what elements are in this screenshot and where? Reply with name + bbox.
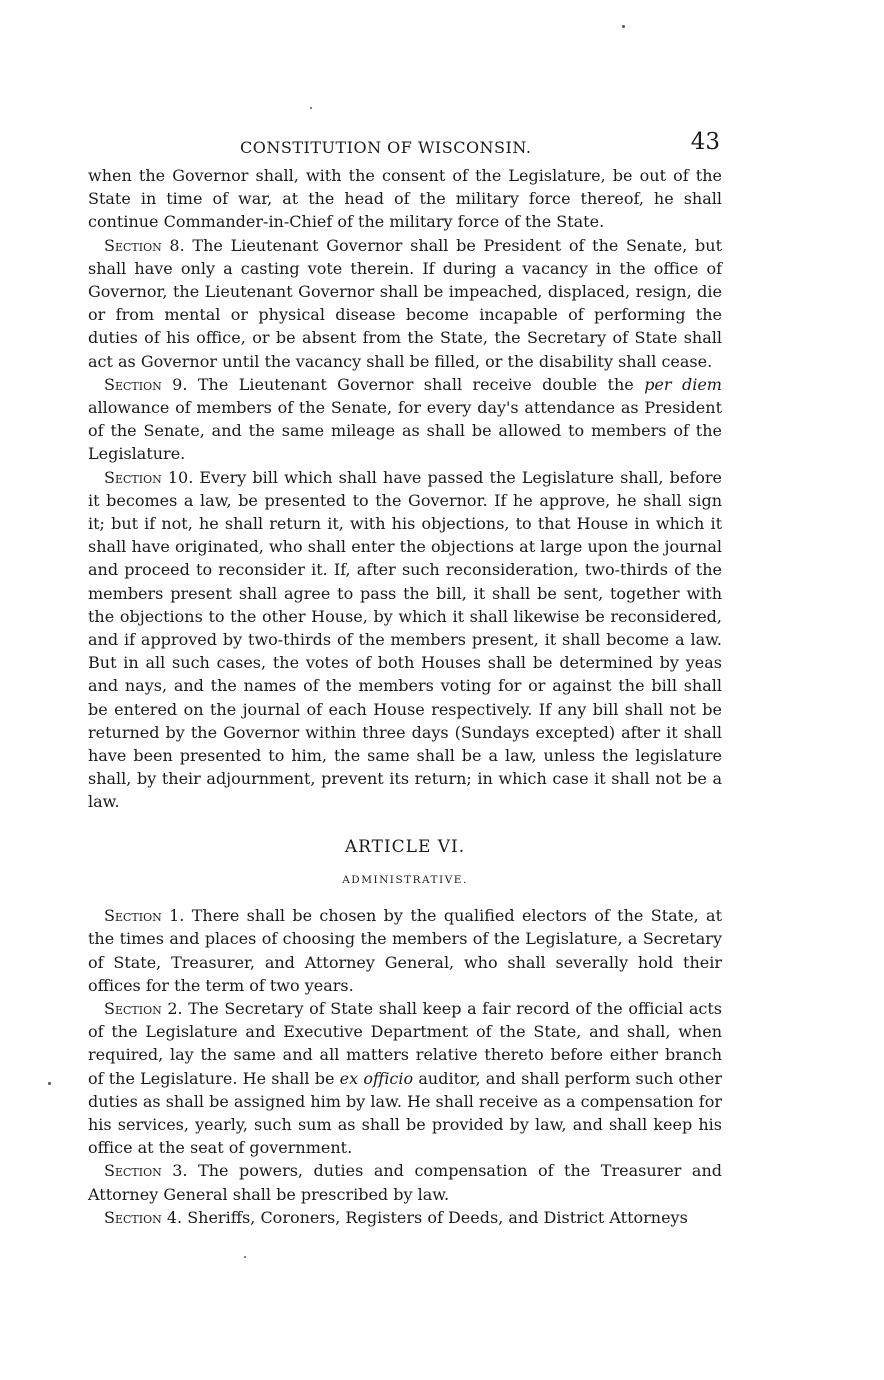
italic-term: ex officio xyxy=(339,1068,414,1088)
section-text: auditor, and shall perform such other duties as shall be assigned him by law. He shall receive as a compensation for his services, yearly, such sum as shall be provided by law, and shall keep his office at the seat of government. xyxy=(88,1068,722,1158)
section-text: The Lieutenant Governor shall be President of the Senate, but shall have only a casting vote therein. If during a vacancy in the office of Governor, the Lieutenant Governor shall be impeached, displaced, resign, die or from mental or physical disease become incapable of performing the duties of his office, or be absent from the State, the Secretary of State shall act as Governor until the vacancy shall be filled, or the disability shall cease. xyxy=(88,235,722,371)
section-label: Section 8. xyxy=(104,235,185,255)
article-6-section-1-paragraph xyxy=(88,904,722,997)
section-label: Section 4. xyxy=(104,1207,183,1227)
section-text: The Lieutenant Governor shall receive double the xyxy=(197,374,634,394)
paper-speck xyxy=(622,25,625,28)
section-text: Every bill which shall have passed the Legislature shall, before it becomes a law, be presented to the Governor. If he approve, he shall sign it; but if not, he shall return it, with his objections, to that House in which it shall have originated, who shall enter the objections at large upon the journal and proceed to reconsider it. If, after such reconsideration, two-thirds of the members present shall agree to pass the bill, it shall be sent, together with the objections to the other House, by which it shall likewise be reconsidered, and if approved by two-thirds of the members present, it shall become a law. But in all such cases, the votes of both Houses shall be determined by yeas and nays, and the names of the members voting for or against the bill shall be entered on the journal of each House respectively. If any bill shall not be returned by the Governor within three days (Sundays excepted) after it shall have been presented to him, the same shall be a law, unless the legislature shall, by their adjournment, prevent its return; in which case it shall not be a law. xyxy=(88,467,723,812)
section-text: The powers, duties and compensation of the Treasurer and Attorney General shall be prescribed by law. xyxy=(88,1161,722,1204)
section-text: The Secretary of State shall keep a fair record of the official acts of the Legislature and Executive Department of the State, and shall, when required, lay the same and all matters relative thereto before either branch of the Legislature. He shall be xyxy=(88,998,722,1088)
running-title: CONSTITUTION OF WISCONSIN. xyxy=(240,138,532,157)
continuation-paragraph xyxy=(88,164,722,234)
section-9-paragraph xyxy=(88,373,722,466)
section-text: Sheriffs, Coroners, Registers of Deeds, and District Attorneys xyxy=(187,1207,688,1227)
section-label: Section 2. xyxy=(104,998,183,1018)
section-label: Section 1. xyxy=(104,906,185,926)
article-6-section-3-paragraph xyxy=(88,1159,722,1205)
section-label: Section 10. xyxy=(104,467,194,487)
paper-speck xyxy=(244,1256,246,1258)
body-text xyxy=(88,164,722,1229)
paper-speck xyxy=(310,107,312,109)
article-6-section-2-paragraph xyxy=(88,997,722,1159)
paper-speck xyxy=(48,1082,51,1085)
section-text: allowance of members of the Senate, for every day's attendance as President of the Senate, and the same mileage as shall be allowed to members of the Legislature. xyxy=(88,398,722,464)
page-number: 43 xyxy=(690,129,720,155)
section-text: There shall be chosen by the qualified electors of the State, at the times and places of choosing the members of the Legislature, a Secretary of State, Treasurer, and Attorney General, who shall severally hold their offices for the term of two years. xyxy=(88,906,722,995)
italic-term: per diem xyxy=(644,374,722,394)
page-header xyxy=(88,126,722,164)
section-8-paragraph xyxy=(88,234,722,373)
article-title: ARTICLE VI. xyxy=(344,836,466,857)
continuation-text: when the Governor shall, with the consent of the Legislature, be out of the State in time of war, at the head of the military force thereof, he shall continue Commander-in-Chief of the military force of the State. xyxy=(88,166,722,232)
book-page xyxy=(88,126,722,1229)
article-6-section-4-paragraph xyxy=(88,1206,722,1229)
section-10-paragraph xyxy=(88,466,722,814)
section-label: Section 3. xyxy=(104,1161,188,1181)
article-subtitle: ADMINISTRATIVE. xyxy=(342,873,468,886)
section-label: Section 9. xyxy=(104,374,188,394)
